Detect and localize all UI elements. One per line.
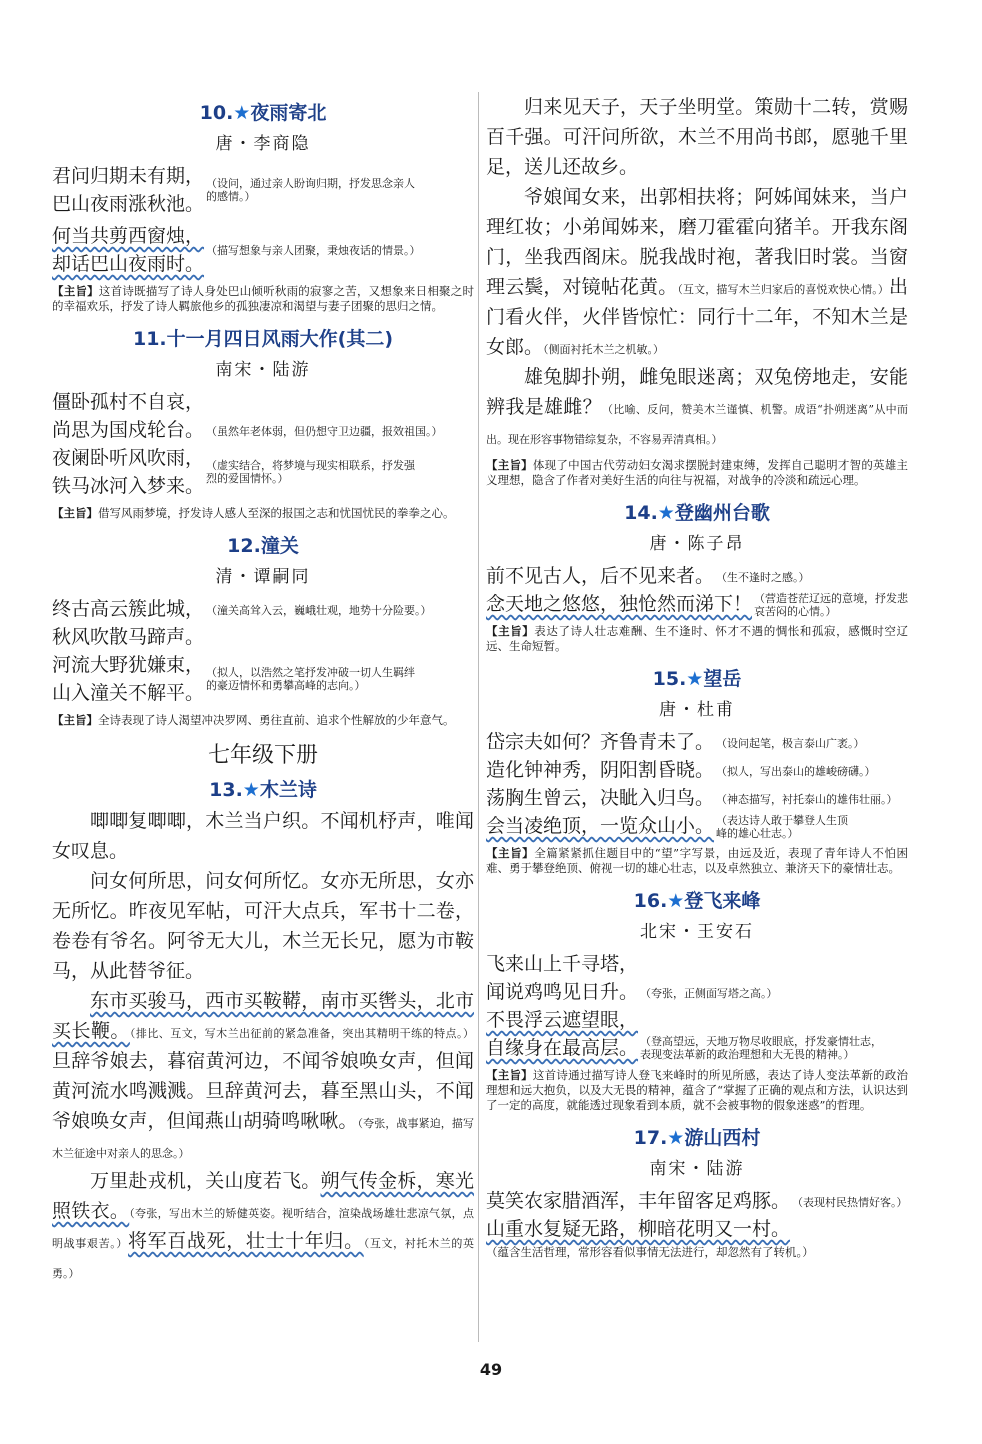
annotation: （登高望远，天地万物尽收眼底，抒发豪情壮志，表现变法革新的政治理想和大无畏的精神。） (640, 1035, 883, 1061)
annotation: （描写想象与亲人团聚，秉烛夜话的情景。） (206, 243, 421, 257)
annotation: （潼关高耸入云，巍峨壮观，地势十分险要。） (206, 603, 432, 617)
annotation: （虽然年老体弱，但仍想守卫边疆，报效祖国。） (206, 424, 443, 438)
annotation: （侧面衬托木兰之机敏。） (543, 343, 665, 356)
annotation: （设问起笔，极言泰山广袤。） (716, 736, 865, 750)
poem-line: 闻说鸡鸣见日升。 （夸张，正侧面写塔之高。） (486, 981, 778, 1003)
poem-title: 17.★游山西村 (633, 1127, 761, 1149)
star-icon: ★ (657, 502, 675, 524)
annotation: （蕴含生活哲理，常形容看似事情无法进行，却忽然有了转机。） (486, 1245, 814, 1259)
right-column (486, 92, 908, 1262)
section-heading: 七年级下册 (207, 743, 318, 768)
poem-title: 12.潼关 (227, 535, 299, 557)
annotation: （拟人，写出泰山的雄峻磅礴。） (716, 764, 876, 778)
annotation: （拟人，以浩然之笔抒发冲破一切人生羁绊的豪迈情怀和勇攀高峰的志向。） (206, 666, 416, 692)
theme-summary: 【主旨】全诗表现了诗人渴望冲决罗网、勇往直前、追求个性解放的少年意气。 (52, 713, 455, 727)
left-column (52, 92, 474, 1286)
poem-line: 荡胸生曾云，决眦入归鸟。 （神态描写，衬托泰山的雄伟壮丽。） (486, 787, 898, 809)
poem-line: 终古高云簇此城， （潼关高耸入云，巍峨壮观，地势十分险要。） (52, 598, 432, 620)
poem-stanza: 雄兔脚扑朔，雌兔眼迷离；双兔傍地走，安能辨我是雄雌？（比喻、反问，赞美木兰谨慎、机警。成语“扑朔迷离”从中而出。现在形容事物错综复杂，不容易弄清真相。） (486, 366, 908, 446)
poem-line: 造化钟神秀，阴阳割昏晓。 （拟人，写出泰山的雄峻磅礴。） (486, 759, 876, 781)
poem-line: 念天地之悠悠，独怆然而涕下！ （营造苍茫辽远的意境，抒发悲哀苦闷的心情。） (486, 590, 908, 618)
poem-line: 岱宗夫如何？齐鲁青未了。 （设问起笔，极言泰山广袤。） (486, 731, 865, 753)
poem-line: 尚思为国戍轮台。 （虽然年老体弱，但仍想守卫边疆，报效祖国。） (52, 419, 443, 441)
poem-author: 北宋・王安石 (640, 922, 754, 942)
poem-couplet: 君问归期未有期， 巴山夜雨涨秋池。 （设问，通过亲人盼询归期，抒发思念亲人的感情。） (52, 165, 416, 215)
poem-title: 14.★登幽州台歌 (624, 502, 770, 524)
poem-couplet: 夜阑卧听风吹雨， 铁马冰河入梦来。 （虚实结合，将梦境与现实相联系，抒发强烈的爱国情怀。） (52, 447, 416, 497)
poem-line: 前不见古人，后不见来者。 （生不逢时之感。） (486, 565, 810, 587)
poem-author: 南宋・陆游 (649, 1159, 745, 1179)
poem-title: 10.★夜雨寄北 (199, 102, 327, 124)
poem-author: 唐・陈子昂 (649, 534, 745, 554)
poem-stanza: 唧唧复唧唧，木兰当户织。不闻机杼声，唯闻女叹息。 (52, 810, 474, 862)
annotation: （虚实结合，将梦境与现实相联系，抒发强烈的爱国情怀。） (206, 459, 416, 485)
column-divider (478, 92, 479, 1342)
poem-couplet: 何当共剪西窗烛， 却话巴山夜雨时。 （描写想象与亲人团聚，秉烛夜话的情景。） (52, 225, 421, 275)
annotation: （夸张，正侧面写塔之高。） (640, 986, 778, 1000)
annotation: （排比、互文，写木兰出征前的紧急准备，突出其精明干练的特点。） (129, 1027, 474, 1040)
poem-stanza: 爷娘闻女来，出郭相扶将；阿姊闻妹来，当户理红妆；小弟闻姊来，磨刀霍霍向猪羊。开我东阁门，坐我西阁床。脱我战时袍，著我旧时裳。当窗理云鬓，对镜帖花黄。（互文，描写木兰归家后的喜悦欢快心情。）出门看火伴，火伴皆惊忙：同行十二年，不知木兰是女郎。（侧面衬托木兰之机敏。） (486, 186, 908, 358)
star-icon: ★ (667, 890, 685, 912)
poem-stanza: 归来见天子，天子坐明堂。策勋十二转，赏赐百千强。可汗问所欲，木兰不用尚书郎，愿驰千里足，送儿还故乡。 (486, 96, 908, 178)
poem-line: 秋风吹散马蹄声。 (52, 626, 205, 648)
poem-line: 飞来山上千寻塔， (486, 953, 639, 975)
poem-stanza: 问女何所思，问女何所忆。女亦无所思，女亦无所忆。昨夜见军帖，可汗大点兵，军书十二卷，卷卷有爷名。阿爷无大儿，木兰无长兄，愿为市鞍马，从此替爷征。 (52, 870, 474, 982)
annotation: （神态描写，衬托泰山的雄伟壮丽。） (716, 792, 898, 806)
annotation: （营造苍茫辽远的意境，抒发悲哀苦闷的心情。） (754, 592, 909, 618)
poem-stanza: 万里赴戎机，关山度若飞。朔气传金柝，寒光照铁衣。（夸张，写出木兰的矫健英姿。视听结合，渲染战场雄壮悲凉气氛，点明战事艰苦。）将军百战死，壮士十年归。（互文，衬托木兰的英勇。） (52, 1170, 474, 1280)
star-icon: ★ (686, 668, 704, 690)
poem-title: 15.★望岳 (652, 668, 742, 690)
annotation: （比喻、反问，赞美木兰谨慎、机警。成语“扑朔迷离”从中而出。现在形容事物错综复杂，不容易弄清真相。） (486, 403, 908, 446)
star-icon: ★ (667, 1127, 685, 1149)
poem-line: 会当凌绝顶，一览众山小。 （表达诗人敢于攀登人生顶峰的雄心壮志。） (486, 812, 908, 840)
poem-author: 唐・李商隐 (215, 134, 311, 154)
star-icon: ★ (242, 779, 260, 801)
poem-author: 南宋・陆游 (215, 360, 311, 380)
poem-author: 唐・杜甫 (659, 700, 735, 720)
annotation: （表达诗人敢于攀登人生顶峰的雄心壮志。） (716, 814, 849, 840)
poem-title: 13.★木兰诗 (209, 779, 317, 801)
theme-summary: 【主旨】这首诗既描写了诗人身处巴山倾听秋雨的寂寥之苦，又想象来日相聚之时的幸福欢乐，抒发了诗人羁旅他乡的孤独凄凉和渴望与妻子团聚的思归之情。 (52, 284, 475, 313)
annotation: （夸张，写出木兰的矫健英姿。视听结合，渲染战场雄壮悲凉气氛，点明战事艰苦。） (52, 1207, 474, 1250)
theme-summary: 【主旨】这首诗通过描写诗人登飞来峰时的所见所感，表达了诗人变法革新的政治理想和远大抱负，以及大无畏的精神，蕴含了“掌握了正确的观点和方法，认识达到了一定的高度，就能透过现象看到本质，就不会被事物的假象迷惑”的哲理。 (486, 1068, 909, 1112)
annotation: （生不逢时之感。） (716, 570, 810, 584)
poem-line: 僵卧孤村不自哀， (52, 391, 205, 413)
poem-line: 自缘身在最高层。 （登高望远，天地万物尽收眼底，抒发豪情壮志，表现变法革新的政治理想和大无畏的精神。） (486, 1034, 908, 1062)
poem-title: 11.十一月四日风雨大作(其二) (132, 328, 394, 350)
annotation: （互文，衬托木兰的英勇。） (52, 1237, 474, 1280)
poem-author: 清・谭嗣同 (215, 567, 311, 587)
annotation: （表现村民热情好客。） (792, 1195, 908, 1209)
theme-summary: 【主旨】全篇紧紧抓住题目中的“望”字写景，由远及近，表现了青年诗人不怕困难、勇于攀登绝顶、俯视一切的雄心壮志，以及卓然独立、兼济天下的豪情壮志。 (486, 846, 908, 875)
annotation: （夸张，战事紧迫，描写木兰征途中对亲人的思念。） (52, 1117, 474, 1160)
star-icon: ★ (233, 102, 251, 124)
theme-summary: 【主旨】体现了中国古代劳动妇女渴求摆脱封建束缚，发挥自己聪明才智的英雄主义理想，隐含了作者对美好生活的向往与祝福，对战争的冷淡和疏远心理。 (486, 458, 909, 487)
poem-stanza: 东市买骏马，西市买鞍鞯，南市买辔头，北市买长鞭。（排比、互文，写木兰出征前的紧急准备，突出其精明干练的特点。）旦辞爷娘去，暮宿黄河边，不闻爷娘唤女声，但闻黄河流水鸣溅溅。旦辞黄河去，暮至黑山头，不闻爷娘唤女声，但闻燕山胡骑鸣啾啾。（夸张，战事紧迫，描写木兰征途中对亲人的思念。） (52, 990, 474, 1160)
poem-line: 不畏浮云遮望眼， (486, 1009, 639, 1031)
page-number: 49 (479, 1360, 503, 1379)
poem-line: 山重水复疑无路，柳暗花明又一村。 (486, 1218, 791, 1240)
poem-line: 莫笑农家腊酒浑，丰年留客足鸡豚。 （表现村民热情好客。） (486, 1190, 908, 1212)
poem-title: 16.★登飞来峰 (633, 890, 761, 912)
poem-couplet: 河流大野犹嫌束， 山入潼关不解平。 （拟人，以浩然之笔抒发冲破一切人生羁绊的豪迈情怀和勇攀高峰的志向。） (52, 654, 416, 704)
annotation: （互文，描写木兰归家后的喜悦欢快心情。） (677, 283, 889, 296)
annotation: （设问，通过亲人盼询归期，抒发思念亲人的感情。） (206, 177, 416, 203)
theme-summary: 【主旨】借写风雨梦境，抒发诗人感人至深的报国之志和忧国忧民的拳拳之心。 (52, 506, 455, 520)
theme-summary: 【主旨】表达了诗人壮志难酬、生不逢时、怀才不遇的惆怅和孤寂，感慨时空辽远、生命短暂。 (486, 624, 908, 653)
